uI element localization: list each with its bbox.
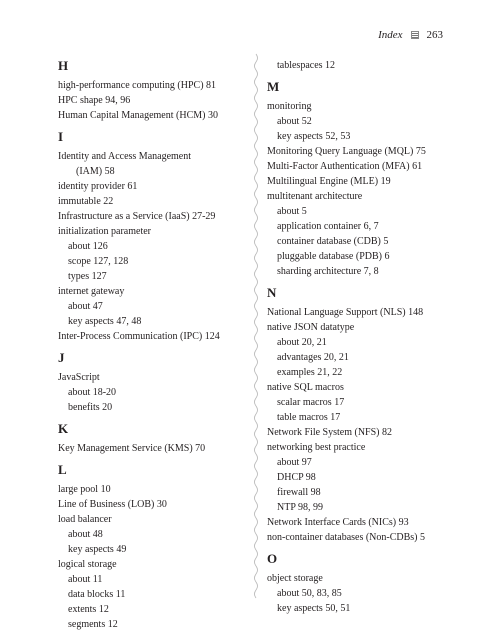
entry-text: networking best practice [267, 442, 366, 453]
entry-text: key aspects 50, 51 [277, 603, 351, 614]
entry-text: about 47 [68, 301, 103, 312]
entry-text: Human Capital Management (HCM) 30 [58, 110, 218, 121]
index-entry [267, 425, 467, 440]
index-subentry [58, 239, 253, 254]
entry-text: about 52 [277, 116, 312, 127]
index-entry [267, 99, 467, 114]
entry-text: about 11 [68, 574, 103, 585]
section-letter-heading: H [58, 58, 69, 73]
index-entry [58, 557, 253, 572]
entry-text: application container 6, 7 [277, 221, 379, 232]
index-entry [267, 515, 467, 530]
entry-text: Identity and Access Management [58, 151, 192, 162]
entry-text: about 5 [277, 206, 307, 217]
entry-text: sharding architecture 7, 8 [277, 266, 379, 277]
index-subentry [267, 114, 467, 129]
index-subentry [267, 264, 467, 279]
index-section [267, 551, 467, 616]
index-entry [58, 78, 253, 93]
entry-text: advantages 20, 21 [277, 352, 349, 363]
index-subentry [58, 572, 253, 587]
index-entry [58, 194, 253, 209]
index-entry [267, 440, 467, 455]
index-entry [267, 305, 467, 320]
running-header [378, 29, 443, 41]
section-letter-heading: O [267, 551, 278, 566]
entry-text: Monitoring Query Language (MQL) 75 [267, 146, 426, 157]
entry-text: about 18-20 [68, 387, 117, 398]
entry-text: Multilingual Engine (MLE) 19 [267, 176, 391, 187]
index-entry [267, 189, 467, 204]
section-letter-heading: K [58, 421, 69, 436]
entry-text: data blocks 11 [68, 589, 126, 600]
entry-text: National Language Support (NLS) 148 [267, 307, 424, 318]
index-section [58, 350, 253, 415]
index-entry [58, 284, 253, 299]
entry-text: Infrastructure as a Service (IaaS) 27-29 [58, 211, 216, 222]
index-entry [58, 497, 253, 512]
entry-text: firewall 98 [277, 487, 321, 498]
index-subentry [58, 269, 253, 284]
index-entry [267, 159, 467, 174]
index-entry [267, 174, 467, 189]
index-subentry [267, 234, 467, 249]
index-entry [58, 108, 253, 123]
index-entry [58, 512, 253, 527]
entry-text: NTP 98, 99 [277, 502, 324, 513]
index-section [267, 285, 467, 545]
section-letter-heading: L [58, 462, 67, 477]
index-subentry [267, 601, 467, 616]
index-subentry [58, 617, 253, 632]
section-letter-heading: I [58, 129, 64, 144]
entry-text: about 97 [277, 457, 312, 468]
index-subentry [58, 587, 253, 602]
entry-text: about 20, 21 [277, 337, 327, 348]
index-entry [267, 380, 467, 395]
entry-text: object storage [267, 573, 323, 584]
index-subentry [267, 500, 467, 515]
entry-text: high-performance computing (HPC) 81 [58, 80, 217, 91]
index-subentry [267, 58, 467, 73]
entry-text: Inter-Process Communication (IPC) 124 [58, 331, 220, 342]
index-entry [267, 320, 467, 335]
index-subentry [267, 470, 467, 485]
index-subentry [267, 249, 467, 264]
index-entry [267, 530, 467, 545]
section-letter-heading: J [58, 350, 65, 365]
index-entry [267, 571, 467, 586]
entry-text: scope 127, 128 [68, 256, 129, 267]
index-entry [58, 441, 253, 456]
index-subentry [267, 485, 467, 500]
entry-text: DHCP 98 [277, 472, 316, 483]
entry-continuation: (IAM) 58 [76, 166, 115, 177]
entry-text: segments 12 [68, 619, 118, 630]
entry-text: non-container databases (Non-CDBs) 5 [267, 532, 426, 543]
index-subentry [267, 129, 467, 144]
index-subentry [58, 400, 253, 415]
index-subentry [58, 254, 253, 269]
index-subentry [267, 586, 467, 601]
entry-text: identity provider 61 [58, 181, 138, 192]
index-subentry [267, 219, 467, 234]
index-entry [267, 144, 467, 159]
entry-text: benefits 20 [68, 402, 113, 413]
index-section [267, 79, 467, 279]
entry-text: table macros 17 [277, 412, 341, 423]
index-subentry [267, 395, 467, 410]
entry-text: initialization parameter [58, 226, 152, 237]
entry-text: JavaScript [58, 372, 100, 383]
entry-text: Key Management Service (KMS) 70 [58, 443, 206, 454]
index-entry [58, 224, 253, 239]
entry-text: scalar macros 17 [277, 397, 345, 408]
entry-text: multitenant architecture [267, 191, 363, 202]
entry-text: monitoring [267, 101, 312, 112]
index-subentry [267, 455, 467, 470]
entry-text: logical storage [58, 559, 117, 570]
entry-text: examples 21, 22 [277, 367, 343, 378]
index-column-left [58, 54, 253, 632]
entry-text: pluggable database (PDB) 6 [277, 251, 390, 262]
index-entry [58, 93, 253, 108]
index-subentry [267, 204, 467, 219]
index-subentry [58, 527, 253, 542]
entry-text: HPC shape 94, 96 [58, 95, 131, 106]
index-section [58, 129, 253, 344]
index-entry [58, 370, 253, 385]
entry-text: container database (CDB) 5 [277, 236, 389, 247]
entry-text: large pool 10 [58, 484, 111, 495]
index-subentry [267, 335, 467, 350]
page-number: 263 [426, 29, 443, 41]
index-section [267, 58, 467, 73]
entry-text: Network Interface Cards (NICs) 93 [267, 517, 409, 528]
entry-text: about 126 [68, 241, 108, 252]
entry-text: native JSON datatype [267, 322, 355, 333]
index-subentry [267, 410, 467, 425]
entry-text: load balancer [58, 514, 112, 525]
entry-text: key aspects 52, 53 [277, 131, 351, 142]
entry-text: extents 12 [68, 604, 109, 615]
entry-text: key aspects 49 [68, 544, 127, 555]
index-subentry [58, 385, 253, 400]
entry-text: Line of Business (LOB) 30 [58, 499, 167, 510]
entry-text: immutable 22 [58, 196, 114, 207]
index-subentry [58, 299, 253, 314]
running-header-title: Index [378, 29, 403, 41]
index-entry [58, 179, 253, 194]
entry-text: about 50, 83, 85 [277, 588, 342, 599]
entry-text: types 127 [68, 271, 107, 282]
entry-text: internet gateway [58, 286, 125, 297]
index-subentry [58, 314, 253, 329]
index-section [58, 421, 253, 456]
wavy-column-divider [251, 54, 261, 594]
index-subentry [58, 542, 253, 557]
index-subentry [58, 602, 253, 617]
index-column-right [267, 54, 467, 616]
index-entry [58, 209, 253, 224]
index-section [58, 58, 253, 123]
entry-text: tablespaces 12 [277, 60, 336, 71]
index-entry [58, 149, 253, 179]
index-entry [58, 482, 253, 497]
section-letter-heading: N [267, 285, 277, 300]
index-subentry [267, 365, 467, 380]
section-letter-heading: M [267, 79, 280, 94]
header-square-icon [411, 31, 419, 39]
entry-text: Network File System (NFS) 82 [267, 427, 392, 438]
index-entry [58, 329, 253, 344]
entry-text: about 48 [68, 529, 103, 540]
entry-text: key aspects 47, 48 [68, 316, 142, 327]
index-subentry [267, 350, 467, 365]
entry-text: native SQL macros [267, 382, 344, 393]
entry-text: Multi-Factor Authentication (MFA) 61 [267, 161, 423, 172]
index-section [58, 462, 253, 632]
